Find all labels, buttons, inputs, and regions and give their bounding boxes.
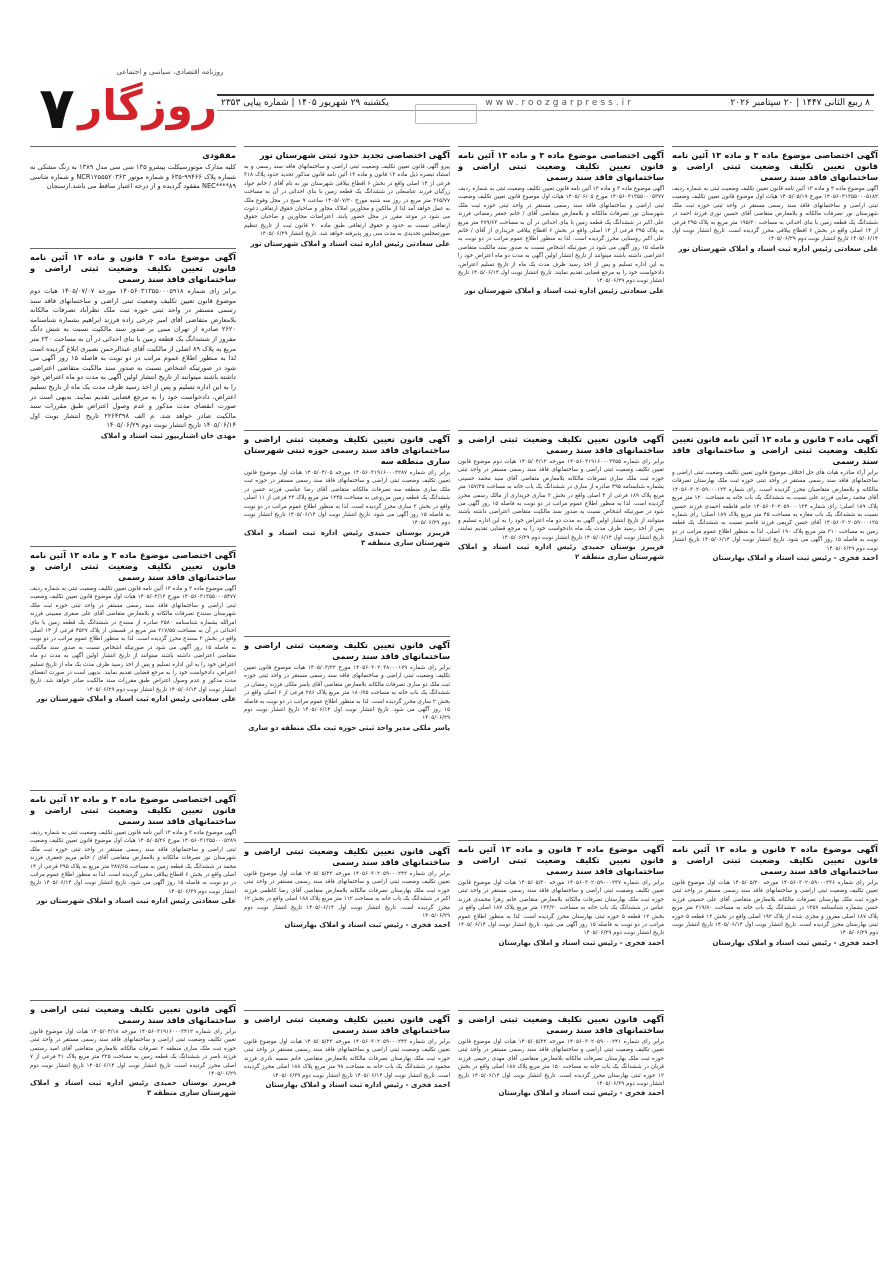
notice-signature: فریبرز بوستان حمیدی رئیس اداره ثبت اسناد و املاک شهرستان ساری منطقه ۳ xyxy=(244,528,450,547)
notice-signature: علی سعادتی رئیس اداره ثبت اسناد و املاک شهرستان نور xyxy=(36,897,236,906)
notice-title: آگهی اختصاصی موضوع ماده ۳ و ماده ۱۳ آئین نامه قانون تعیین تکلیف وضعیت ثبتی اراضی و ساختمانهای فاقد سند رسمی xyxy=(30,794,236,826)
notice-signature: علی سعادتی رئیس اداره ثبت اسناد و املاک شهرستان نور xyxy=(678,244,878,253)
notice xyxy=(244,146,450,426)
hijri-gregorian-date: ۸ ربیع الثانی ۱۴۴۷ | ۲۰ سپتامبر ۲۰۲۶ xyxy=(730,98,870,108)
dateline xyxy=(217,94,874,111)
notice xyxy=(458,146,664,418)
notice-title: آگهی اختصاصی موضوع ماده ۳ و ماده ۱۳ آئین نامه قانون تعیین تکلیف وضعیت ثبتی اراضی و ساختمانهای فاقد سند رسمی xyxy=(30,550,236,582)
newspaper-logo: روزگار xyxy=(78,81,217,130)
notice-title: آگهی قانون تعیین تکلیف وضعیت ثبتی اراضی و ساختمانهای فاقد سند رسمی xyxy=(244,640,450,661)
emblem-icon xyxy=(415,104,477,124)
notice-body: آگهی موضوع ماده ۳ و ماده ۱۳ آئین نامه قانون تعیین تکلیف وضعیت ثبتی به شماره ردیف ۱۴۰۵۶۰۳۱۳۵۵۰۰۰۵۳۷۷ مورخ ۱۴۰۵/۰۶/۰۵ هیات اول موضوع قانون تعیین تکلیف وضعیت ثبتی اراضی و ساختمانهای فاقد سند رسمی مستقر در واحد ثبتی حوزه ثبت ملک شهرستان نور تصرفات مالکانه و بلامعارض متقاضی آقای / خانم جعفر رمضانی فرزند علی اکبر در ششدانگ یک قطعه زمین با بنای احداثی در آن به مساحت ۲۷۹/۶۳ متر مربع به پلاک ۳۹۵ فرعی از ۱۴ اصلی واقع در بخش ۶ اقطاع ییلاقی خریداری از آقای / خانم علی اکبر روستایی محرز گردیده است. لذا به منظور اطلاع عموم مراتب در دو نوبت به فاصله ۱۵ روز آگهی می شود در صورتیکه اشخاص نسبت به صدور سند مالکیت متقاضی اعتراضی داشته باشند میتوانند از تاریخ انتشار اولین آگهی به مدت دو ماه اعتراض خود را به این اداره تسلیم و پس از اخذ رسید ظرف مدت یک ماه از تاریخ تسلیم اعتراض، دادخواست خود را به مرجع قضایی تقدیم نمایند. تاریخ انتشار نوبت اول ۱۴۰۵/۰۶/۱۴ تاریخ انتشار نوبت دوم ۱۴۰۵/۰۶/۲۹ xyxy=(458,186,664,285)
notice-title: آگهی قانون تعیین تکلیف وضعیت ثبتی اراضی و ساختمانهای فاقد سند رسمی حوزه ثبتی شهرستان ساری منطقه سه xyxy=(244,434,450,466)
notice-body: برابر آراء صادره هیات های حل اختلاف موضوع قانون تعیین تکلیف وضعیت ثبتی اراضی و ساختمانهای فاقد سند رسمی مستقر در واحد ثبتی حوزه ثبت ملک بهارستان تصرفات مالکانه و بلامعارض متقاضیان محرز گردیده است. رای شماره ۱۴۰۵۶۰۳۰۲۰۵۹۰۰۰۱۲۳ آقای محمد رضایی فرزند علی نسبت به ششدانگ یک باب خانه به مساحت ۱۲۰ متر مربع پلاک ۱۸۹ اصلی؛ رای شماره ۱۴۰۵۶۰۳۰۲۰۵۹۰۰۰۱۲۴ خانم فاطمه احمدی فرزند حسین نسبت به ششدانگ یک باب مغازه به مساحت ۴۵ متر مربع پلاک ۱۸۹ اصلی؛ رای شماره ۱۴۰۵۶۰۳۰۲۰۵۹۰۰۰۱۲۵ آقای حسن کریمی فرزند قاسم نسبت به ششدانگ یک قطعه زمین به مساحت ۲۱۰ متر مربع پلاک ۱۹۰ اصلی. لذا به منظور اطلاع عموم مراتب در دو نوبت به فاصله ۱۵ روز آگهی می شود. تاریخ انتشار نوبت اول ۱۴۰۵/۰۶/۱۴ تاریخ انتشار نوبت دوم ۱۴۰۵/۰۶/۲۹ xyxy=(672,470,878,552)
notice-signature: فریبرز بوستان حمیدی رئیس اداره ثبت اسناد و املاک شهرستان ساری منطقه ۳ xyxy=(30,1079,236,1098)
notice-title: آگهی قانون تعیین تکلیف وضعیت ثبتی اراضی و ساختمانهای فاقد سند رسمی xyxy=(244,1014,450,1035)
notice-body: پیرو آگهی قانون تعیین تکلیف وضعیت ثبتی اراضی و ساختمانهای فاقد سند رسمی و به استناد تبصره ذیل ماده ۱۳ قانون و ماده ۱۳ آئین نامه قانون مذکور تحدید حدود پلاک ۳۱۸ فرعی از ۱۴ اصلی واقع در بخش ۶ اقطاع ییلاقی شهرستان نور به نام آقای / خانم جواد زرگیان فرزند عباسعلی در ششدانگ یک قطعه زمین با بنای احداثی در آن به مساحت ۲۶۵/۷۷ متر مربع در روز سه شنبه مورخ ۱۴۰۵/۰۷/۲۰ ساعت ۹ صبح در محل وقوع ملک به عمل خواهد آمد لذا از مالکین و مجاورین املاک مجاور و صاحبان حقوق ارتفاقی دعوت می شود در موعد مقرر در محل حضور یابند. اعتراضات مجاورین و صاحبان حقوق ارتفاقی نسبت به حدود و حقوق ارتفاقی طبق ماده ۲۰ قانون ثبت از تاریخ تنظیم صورتمجلس تحدیدی به مدت سی روز پذیرفته خواهد شد. تاریخ انتشار ۱۴۰۵/۰۶/۲۹ xyxy=(244,164,450,238)
notice-body: برابر رای شماره ۱۴۰۵۶۰۳۰۲۰۵۹۰۰۰۲۳۷ مورخه ۱۴۰۵/۰۵/۲۰ هیات اول موضوع قانون تعیین تکلیف وضعیت ثبتی اراضی و ساختمانهای فاقد سند رسمی مستقر در واحد ثبتی حوزه ثبت ملک بهارستان تصرفات مالکانه بلامعارض متقاضی خانم زهرا محمدی فرزند عباس در ششدانگ یک باب خانه به مساحت ۱۳۳/۲۰ متر مربع پلاک ۱۸۷ اصلی واقع در بخش ۱۲ قطعه ۵ حوزه ثبتی بهارستان محرز گردیده است. لذا به منظور اطلاع عموم مراتب در دو نوبت به فاصله ۱۵ روز آگهی می شود. تاریخ انتشار نوبت اول ۱۴۰۵/۰۶/۱۴ تاریخ انتشار نوبت دوم ۱۴۰۵/۰۶/۲۹ xyxy=(458,880,664,937)
notice-body: آگهی موضوع ماده ۳ و ماده ۱۳ آئین نامه قانون تعیین تکلیف وضعیت ثبتی به شماره ردیف ۱۴۰۵۶۰۳۱۳۵۵۰۰۰۵۱۸۲ مورخ ۱۴۰۵/۰۵/۱۹ هیات اول موضوع قانون تعیین تکلیف وضعیت ثبتی اراضی و ساختمانهای فاقد سند رسمی مستقر در واحد ثبتی حوزه ثبت ملک شهرستان نور تصرفات مالکانه و بلامعارض متقاضی آقای حسین نوری فرزند احمد در ششدانگ یک قطعه زمین با بنای احداثی به مساحت ۱۹۵/۲۰ متر مربع به پلاک ۳۹۵ فرعی از ۱۴ اصلی واقع در بخش ۶ اقطاع ییلاقی محرز گردیده است. تاریخ انتشار نوبت اول ۱۴۰۵/۰۶/۱۴ تاریخ انتشار نوبت دوم ۱۴۰۵/۰۶/۲۹ xyxy=(672,186,878,243)
page-number: ۷ xyxy=(39,74,75,142)
notice-title: مفقودی xyxy=(202,150,236,160)
notice-title: آگهی اختصاصی موضوع ماده ۳ و ماده ۱۳ آئین نامه قانون تعیین تکلیف وضعیت ثبتی اراضی و ساختمانهای فاقد سند رسمی xyxy=(672,150,878,182)
notice xyxy=(244,636,450,832)
notice-title: آگهی قانون تعیین تکلیف وضعیت ثبتی اراضی و ساختمانهای فاقد سند رسمی xyxy=(458,434,664,455)
notice xyxy=(30,248,236,528)
notice xyxy=(672,430,878,840)
notice-title: آگهی اختصاصی تجدید حدود ثبتی شهرستان نور xyxy=(259,150,450,160)
notice-title: آگهی موضوع ماده ۳ قانون و ماده ۱۳ آئین نامه قانون تعیین تکلیف وضعیت ثبتی اراضی و ساختمانهای فاقد سند رسمی xyxy=(672,844,878,876)
notice xyxy=(458,430,664,630)
notice-body: برابر رای شماره ۱۴۰۵۶۰۳۱۳۵۵۰۰۰۵۹۱۸ مورخه ۱۴۰۵/۰۷/۰۷ هیات دوم موضوع قانون تعیین تکلیف وضعیت ثبتی اراضی و ساختمانهای فاقد سند رسمی مستقر در واحد ثبتی حوزه ثبت ملک نظرآباد تصرفات مالکانه بلامعارض متقاضی آقای امیر چرخی زاده فرزند ابراهیم بشماره شناسنامه ۲۶۲۰ صادره از تهران مبنی بر صدور سند مالکیت نسبت به شش دانگ مفروز از ششدانگ یک قطعه زمین با بنای احداثی در آن به مساحت ۲۳۰ متر مربع به پلاک ۸۹ اصلی از مالکیت آقای عبدالرحمن نصیری ابلاغ گردیده است لذا به منظور اطلاع عموم مراتب در دو نوبت به فاصله ۱۵ روز آگهی می شود در صورتیکه اشخاص نسبت به صدور سند مالکیت متقاضی اعتراضی داشته باشند میتوانند از تاریخ انتشار اولین آگهی به مدت دو ماه اعتراض خود را به این اداره تسلیم و پس از اخذ رسید ظرف مدت یک ماه از تاریخ تسلیم اعتراض، دادخواست خود را به مرجع قضایی تقدیم نمایند. بدیهی است در صورت انقضای مدت مذکور و عدم وصول اعتراض طبق مقررات سند مالکیت صادر خواهد شد. م الف ۲۲۶۴۳۹۸ تاریخ انتشار نوبت اول ۱۴۰۵/۰۶/۱۴ تاریخ انتشار نوبت دوم ۱۴۰۵/۰۶/۲۹ xyxy=(30,287,237,430)
notice-signature: یاسر ملکی مدیر واحد ثبتی حوزه ثبت ملک منطقه دو ساری xyxy=(248,723,450,732)
notice-body: برابر رای شماره ۱۴۰۵۶۰۳۱۹۱۶۰۰۰۳۲۸۷ مورخه ۱۴۰۵/۰۴/۰۵ هیات اول موضوع قانون تعیین تکلیف وضعیت ثبتی اراضی و ساختمانهای فاقد سند رسمی مستقر در حوزه ثبت ملک ساری منطقه سه تصرفات مالکانه متقاضی آقای رضا عباسی فرزند حسن در ششدانگ یک قطعه زمین مزروعی به مساحت ۱۲۴۵ متر مربع پلاک ۲۳ فرعی از ۱۱ اصلی واقع در بخش ۳ ساری محرز گردیده است. لذا به منظور اطلاع عموم مراتب در دو نوبت به فاصله ۱۵ روز آگهی می شود. تاریخ انتشار نوبت اول ۱۴۰۵/۰۶/۱۴ تاریخ انتشار نوبت دوم ۱۴۰۵/۰۶/۲۹ xyxy=(244,470,450,527)
notice-signature: احمد فخری - رئیس ثبت اسناد و املاک بهارستان xyxy=(712,938,878,947)
notice-title: آگهی قانون تعیین تکلیف وضعیت ثبتی اراضی و ساختمانهای فاقد سند رسمی xyxy=(30,1004,236,1025)
notice xyxy=(30,790,236,990)
notice xyxy=(30,546,236,772)
notice-signature: مهدی خان اشناریپور ثبت اسناد و املاک xyxy=(100,431,236,440)
notice-signature: احمد فخری - رئیس اداره ثبت اسناد و املاک بهارستان xyxy=(265,1081,450,1090)
notice-body: آگهی موضوع ماده ۳ و ماده ۱۳ آئین نامه قانون تعیین تکلیف وضعیت ثبتی به شماره ردیف ۱۴۰۵۶۰۳۱۳۵۵۰۰۰۵۴۷۷ مورخ ۱۴۰۵/۰۲/۱۳ هیات اول موضوع قانون تعیین تکلیف وضعیت ثبتی اراضی و ساختمانهای فاقد سند رسمی مستقر در واحد ثبتی حوزه ثبت ملک شهرستان سنندج تصرفات مالکانه و بلامعارض متقاضی آقای علی صفری ممبینی فرزند امرالله بشماره شناسنامه ۲۵۸۰ صادره از سنندج در ششدانگ یک قطعه زمین با بنای احداثی در آن به مساحت ۳۱۷/۵۵ متر مربع در قسمتی از پلاک ۴۵۲۷ فرعی از ۱۴ اصلی واقع در بخش ۲ سنندج محرز گردیده است. لذا به منظور اطلاع عموم مراتب در دو نوبت به فاصله ۱۵ روز آگهی می شود در صورتیکه اشخاص نسبت به صدور سند مالکیت متقاضی اعتراضی داشته باشند میتوانند از تاریخ انتشار اولین آگهی به مدت دو ماه اعتراض خود را به این اداره تسلیم و پس از اخذ رسید ظرف مدت یک ماه از تاریخ تسلیم اعتراض، دادخواست خود را به مرجع قضایی تقدیم نمایند. بدیهی است در صورت انقضای مدت مذکور و عدم وصول اعتراض طبق مقررات سند مالکیت صادر خواهد شد. تاریخ انتشار نوبت اول ۱۴۰۵/۰۶/۱۴ تاریخ انتشار نوبت دوم ۱۴۰۵/۰۶/۲۹ xyxy=(30,586,236,693)
notice xyxy=(458,1010,664,1220)
issue-info: یکشنبه ۲۹ شهریور ۱۴۰۵ | شماره پیاپی ۲۳۵۳ xyxy=(221,98,389,108)
notice-signature: احمد فخری - رئیس ثبت اسناد و املاک بهارستان xyxy=(712,554,878,563)
notice-title: آگهی موضوع ماده ۳ قانون و ماده ۱۳ آئین نامه قانون تعیین تکلیف وضعیت ثبتی اراضی و ساختمانهای فاقد سند رسمی xyxy=(458,844,664,876)
notice xyxy=(30,1000,236,1240)
notice-title: آگهی اختصاصی موضوع ماده ۳ و ماده ۱۳ آئین نامه قانون تعیین تکلیف وضعیت ثبتی اراضی و ساختمانهای فاقد سند رسمی xyxy=(458,150,664,182)
notice-body: برابر رای شماره ۱۴۰۵۶۰۳۰۲۰۳۸۰۰۰۱۷۹ مورخ ۱۴۰۵/۰۳/۲۲ هیات موضوع قانون تعیین تکلیف وضعیت ثبتی اراضی و ساختمانهای فاقد سند رسمی مستقر در واحد ثبتی حوزه ثبت ملک دو ساری تصرفات مالکانه بلامعارض متقاضی آقای یاسر ملکی فرزند رمضان در ششدانگ یک باب خانه به مساحت ۱۸۰/۷۵ متر مربع پلاک ۲۸۶ فرعی از ۶ اصلی واقع در بخش ۲ ساری محرز گردیده است. لذا به منظور اطلاع عموم مراتب در دو نوبت به فاصله ۱۵ روز آگهی می شود. تاریخ انتشار نوبت اول ۱۴۰۵/۰۶/۱۴ تاریخ انتشار نوبت دوم ۱۴۰۵/۰۶/۲۹ xyxy=(244,665,450,722)
notice-body: کلیه مدارک موتورسیکلت پیشرو ۱۳۵ سی سی مدل ۱۳۸۹ به رنگ مشکی به شماره پلاک ۹۹۴۶۶-۶۳۵ و شماره موتور NCR۱۲۵۵۵۲۰۳۶۳ و شماره شاسی NEC****۸۹ مفقود گردیده و از درجه اعتبار ساقط می باشد.ارسنجان xyxy=(30,163,236,191)
notice-body: برابر رای شماره ۱۴۰۵۶۰۳۰۲۰۵۹۰۰۰۲۴۳ مورخه ۱۴۰۵/۰۵/۲۲ هیات اول موضوع قانون تعیین تکلیف وضعیت ثبتی اراضی و ساختمانهای فاقد سند رسمی مستقر در واحد ثبتی حوزه ثبت ملک بهارستان تصرفات مالکانه بلامعارض متقاضی خانم سمیه نادری فرزند محمود در ششدانگ یک باب خانه به مساحت ۹۸ متر مربع پلاک ۱۸۸ اصلی محرز گردیده است. تاریخ انتشار نوبت اول ۱۴۰۵/۰۶/۱۴ تاریخ انتشار نوبت دوم ۱۴۰۵/۰۶/۲۹ xyxy=(244,1039,450,1079)
notice-body: برابر رای شماره ۱۴۰۵۶۰۳۱۹۱۶۰۰۰۳۴۱۲ مورخه ۱۴۰۵/۰۴/۱۸ هیات اول موضوع قانون تعیین تکلیف وضعیت ثبتی اراضی و ساختمانهای فاقد سند رسمی مستقر در واحد ثبتی حوزه ثبت ملک ساری منطقه ۳ تصرفات مالکانه بلامعارض متقاضی آقای امید رستمی فرزند ناصر در ششدانگ یک قطعه زمین به مساحت ۳۲۵ متر مربع پلاک ۴۱ فرعی از ۷ اصلی محرز گردیده است. تاریخ انتشار نوبت اول ۱۴۰۵/۰۶/۱۴ تاریخ انتشار نوبت دوم ۱۴۰۵/۰۶/۲۹ xyxy=(30,1029,236,1078)
notice xyxy=(244,842,450,1002)
notice-body: برابر رای شماره ۱۴۰۵۶۰۳۱۹۱۶۰۰۰۳۳۵۵ مورخه ۱۴۰۵/۰۴/۱۲ هیات دوم موضوع قانون تعیین تکلیف وضعیت ثبتی اراضی و ساختمانهای فاقد سند رسمی مستقر در واحد ثبتی حوزه ثبت ملک ساری تصرفات مالکانه بلامعارض متقاضی آقای سید محمد حسینی بشماره شناسنامه ۴۹۵ صادره از ساری در ششدانگ یک باب خانه به مساحت ۱۵۷/۲۵ متر مربع پلاک ۱۸۹ فرعی از ۴ اصلی واقع در بخش ۲ ساری خریداری از مالک رسمی محرز گردیده است. لذا به منظور اطلاع عموم مراتب در دو نوبت به فاصله ۱۵ روز آگهی می شود در صورتیکه اشخاص نسبت به صدور سند مالکیت متقاضی اعتراضی داشته باشند میتوانند از تاریخ انتشار اولین آگهی به مدت دو ماه اعتراض خود را به این اداره تسلیم و پس از اخذ رسید ظرف مدت یک ماه دادخواست خود را به مرجع قضایی تقدیم نمایند. تاریخ انتشار نوبت اول ۱۴۰۵/۰۶/۱۴ تاریخ انتشار نوبت دوم ۱۴۰۵/۰۶/۲۹ xyxy=(458,459,664,541)
notice-signature: احمد فخری - رئیس ثبت اسناد و املاک بهارستان xyxy=(498,1089,664,1098)
notice-signature: احمد فخری - رئیس ثبت اسناد و املاک بهارستان xyxy=(498,938,664,947)
notice-signature: علی سعادتی رئیس اداره ثبت اسناد و املاک شهرستان نور xyxy=(36,695,236,704)
notice xyxy=(672,146,878,422)
notice xyxy=(244,1010,450,1220)
notice-title: آگهی ماده ۳ قانون و ماده ۱۳ آئین نامه قانون تعیین تکلیف وضعیت ثبتی اراضی و ساختمانهای فاقد سند رسمی xyxy=(672,434,878,466)
notice-signature: احمد فخری - رئیس ثبت اسناد و املاک بهارستان xyxy=(284,921,450,930)
notice-signature: علی سعادتی رئیس اداره ثبت اسناد و املاک شهرستان نور xyxy=(250,239,450,248)
notice-body: برابر رای شماره ۱۴۰۵۶۰۳۰۲۰۵۹۰۰۰۲۴۱ مورخه ۱۴۰۵/۰۵/۲۲ هیات اول موضوع قانون تعیین تکلیف وضعیت ثبتی اراضی و ساختمانهای فاقد سند رسمی مستقر در واحد ثبتی حوزه ثبت ملک بهارستان تصرفات مالکانه بلامعارض متقاضی آقای مهدی رحیمی فرزند قربان در ششدانگ یک باب خانه به مساحت ۱۵۰ متر مربع پلاک ۱۸۸ اصلی واقع در بخش ۱۲ حوزه ثبتی بهارستان محرز گردیده است. تاریخ انتشار نوبت اول ۱۴۰۵/۰۶/۱۴ تاریخ انتشار نوبت دوم ۱۴۰۵/۰۶/۲۹ xyxy=(458,1039,664,1088)
notice-body: برابر رای شماره ۱۴۰۵۶۰۳۰۲۰۵۹۰۰۰۲۳۶ مورخه ۱۴۰۵/۰۵/۲۰ هیات اول موضوع قانون تعیین تکلیف وضعیت ثبتی اراضی و ساختمانهای فاقد سند رسمی مستقر در واحد ثبتی حوزه ثبت ملک بهارستان تصرفات مالکانه بلامعارض متقاضی آقای علی حسینی فرزند حسن بشماره شناسنامه ۱۲۵۷ در ششدانگ یک باب خانه به مساحت ۲۱۹/۸۰ متر مربع پلاک ۱۸۷ اصلی مفروز و مجزی شده از پلاک ۱۹۲ اصلی واقع در بخش ۱۲ قطعه ۵ حوزه ثبتی بهارستان محرز گردیده است. تاریخ انتشار نوبت اول ۱۴۰۵/۰۶/۱۴ تاریخ انتشار نوبت دوم ۱۴۰۵/۰۶/۲۹ xyxy=(672,880,878,937)
notice-title: آگهی قانون تعیین تکلیف وضعیت ثبتی اراضی و ساختمانهای فاقد سند رسمی xyxy=(244,846,450,867)
website-url: www.roozgarpress.ir xyxy=(485,98,634,108)
notice xyxy=(672,840,878,1012)
notice-title: آگهی قانون تعیین تکلیف وضعیت ثبتی اراضی و ساختمانهای فاقد سند رسمی xyxy=(458,1014,664,1035)
notice-body: برابر رای شماره ۱۴۰۵۶۰۳۰۲۰۵۹۰۰۰۲۴۲ مورخه ۱۴۰۵/۰۵/۲۲ هیات اول موضوع قانون تعیین تکلیف وضعیت ثبتی اراضی و ساختمانهای فاقد سند رسمی مستقر در واحد ثبتی حوزه ثبت ملک بهارستان تصرفات مالکانه بلامعارض متقاضی آقای رضا کاظمی فرزند اکبر در ششدانگ یک باب خانه به مساحت ۱۱۲ متر مربع پلاک ۱۸۸ اصلی واقع در بخش ۱۲ محرز گردیده است. تاریخ انتشار نوبت اول ۱۴۰۵/۰۶/۱۴ تاریخ انتشار نوبت دوم ۱۴۰۵/۰۶/۲۹ xyxy=(244,871,450,920)
notice xyxy=(458,840,664,1012)
notice-signature: فریبرز بوستان حمیدی رئیس اداره ثبت اسناد و املاک شهرستان ساری منطقه ۲ xyxy=(458,543,664,562)
notice-body: آگهی موضوع ماده ۳ و ماده ۱۳ آئین نامه قانون تعیین تکلیف وضعیت ثبتی به شماره ردیف ۱۴۰۵۶۰۳۱۳۵۵۰۰۰۵۲۸۹ مورخ ۱۴۰۵/۰۵/۲۶ هیات اول موضوع قانون تعیین تکلیف وضعیت ثبتی اراضی و ساختمانهای فاقد سند رسمی مستقر در واحد ثبتی حوزه ثبت ملک شهرستان نور تصرفات مالکانه و بلامعارض متقاضی آقای / خانم مریم جعفری فرزند محمد در ششدانگ یک قطعه زمین به مساحت ۲۸۷/۶۵ متر مربع به پلاک ۳۹۵ فرعی از ۱۴ اصلی واقع در بخش ۶ اقطاع ییلاقی محرز گردیده است. لذا به منظور اطلاع عموم مراتب در دو نوبت به فاصله ۱۵ روز آگهی می شود. تاریخ انتشار نوبت اول ۱۴۰۵/۰۶/۱۴ تاریخ انتشار نوبت دوم ۱۴۰۵/۰۶/۲۹ xyxy=(30,830,236,895)
tagline: روزنامه اقتصادی، سیاسی و اجتماعی xyxy=(116,68,224,76)
notice-title: آگهی موضوع ماده ۳ قانون و ماده ۱۳ آئین نامه قانون تعیین تکلیف وضعیت ثبتی اراضی و ساختمانهای فاقد سند رسمی xyxy=(30,252,236,284)
notice xyxy=(244,430,450,630)
notice-signature: علی سعادتی رئیس اداره ثبت اسناد و املاک شهرستان نور xyxy=(464,286,664,295)
